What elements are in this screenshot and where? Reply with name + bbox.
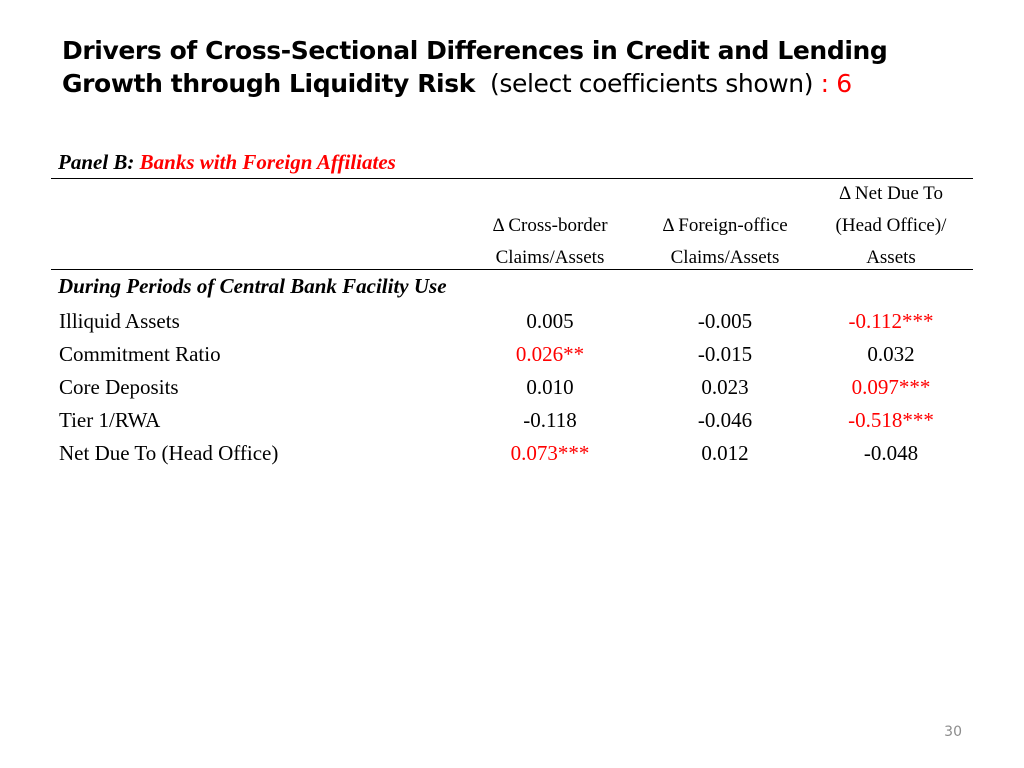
title-line-1-text: Drivers of Cross-Sectional Differences in Credit and Lending bbox=[62, 36, 888, 65]
column-header-3-line-3: Assets bbox=[866, 247, 916, 268]
panel-label bbox=[58, 150, 396, 175]
title-line-2-red: : 6 bbox=[820, 69, 852, 98]
row-label: Tier 1/RWA bbox=[59, 408, 161, 432]
column-header-2-line-2: Δ Foreign-office bbox=[662, 215, 788, 236]
table-row bbox=[0, 437, 1024, 470]
table-cell: -0.015 bbox=[697, 342, 753, 366]
title-line-1 bbox=[62, 34, 982, 67]
table-cell: 0.026** bbox=[515, 342, 585, 366]
table-cell: 0.005 bbox=[526, 309, 574, 333]
column-header-1-line-2: Δ Cross-border bbox=[492, 215, 608, 236]
table-cell: 0.097*** bbox=[851, 375, 931, 399]
table-cell: 0.073*** bbox=[510, 441, 590, 465]
column-header-3-line-1: Δ Net Due To bbox=[839, 183, 943, 204]
table-cell: -0.005 bbox=[697, 309, 753, 333]
panel-name: Banks with Foreign Affiliates bbox=[139, 150, 396, 174]
table-row bbox=[0, 338, 1024, 371]
column-header-2-line-3: Claims/Assets bbox=[670, 247, 780, 268]
table-row bbox=[0, 371, 1024, 404]
row-label: Core Deposits bbox=[59, 375, 179, 399]
table-cell: -0.112*** bbox=[848, 309, 934, 333]
table-cell: -0.518*** bbox=[848, 408, 934, 432]
column-header-3 bbox=[801, 178, 981, 274]
table-header-rule bbox=[51, 269, 973, 270]
slide-title bbox=[62, 34, 982, 100]
column-header-2 bbox=[635, 178, 815, 274]
panel-prefix: Panel B: bbox=[58, 150, 135, 174]
title-line-2-bold: Growth through Liquidity Risk bbox=[62, 69, 475, 98]
table-cell: -0.118 bbox=[523, 408, 577, 432]
title-line-2 bbox=[62, 67, 982, 100]
table-body bbox=[0, 305, 1024, 470]
table-cell: 0.023 bbox=[701, 375, 749, 399]
title-line-2-normal: (select coefficients shown) bbox=[490, 69, 814, 98]
table-cell: -0.046 bbox=[697, 408, 753, 432]
column-header-2-line-1 bbox=[635, 178, 815, 210]
table-cell: 0.032 bbox=[867, 342, 915, 366]
table-row bbox=[0, 404, 1024, 437]
column-header-3-line-2: (Head Office)/ bbox=[835, 215, 947, 236]
table-cell: -0.048 bbox=[863, 441, 919, 465]
column-header-1-line-1 bbox=[460, 178, 640, 210]
column-header-1-line-3: Claims/Assets bbox=[495, 247, 605, 268]
section-title: During Periods of Central Bank Facility Use bbox=[58, 274, 447, 298]
row-label: Illiquid Assets bbox=[59, 309, 180, 333]
table-cell: 0.010 bbox=[526, 375, 574, 399]
table-row bbox=[0, 305, 1024, 338]
row-label: Net Due To (Head Office) bbox=[59, 441, 279, 465]
column-header-1 bbox=[460, 178, 640, 274]
table-cell: 0.012 bbox=[701, 441, 749, 465]
page-number: 30 bbox=[944, 724, 962, 740]
row-label: Commitment Ratio bbox=[59, 342, 221, 366]
